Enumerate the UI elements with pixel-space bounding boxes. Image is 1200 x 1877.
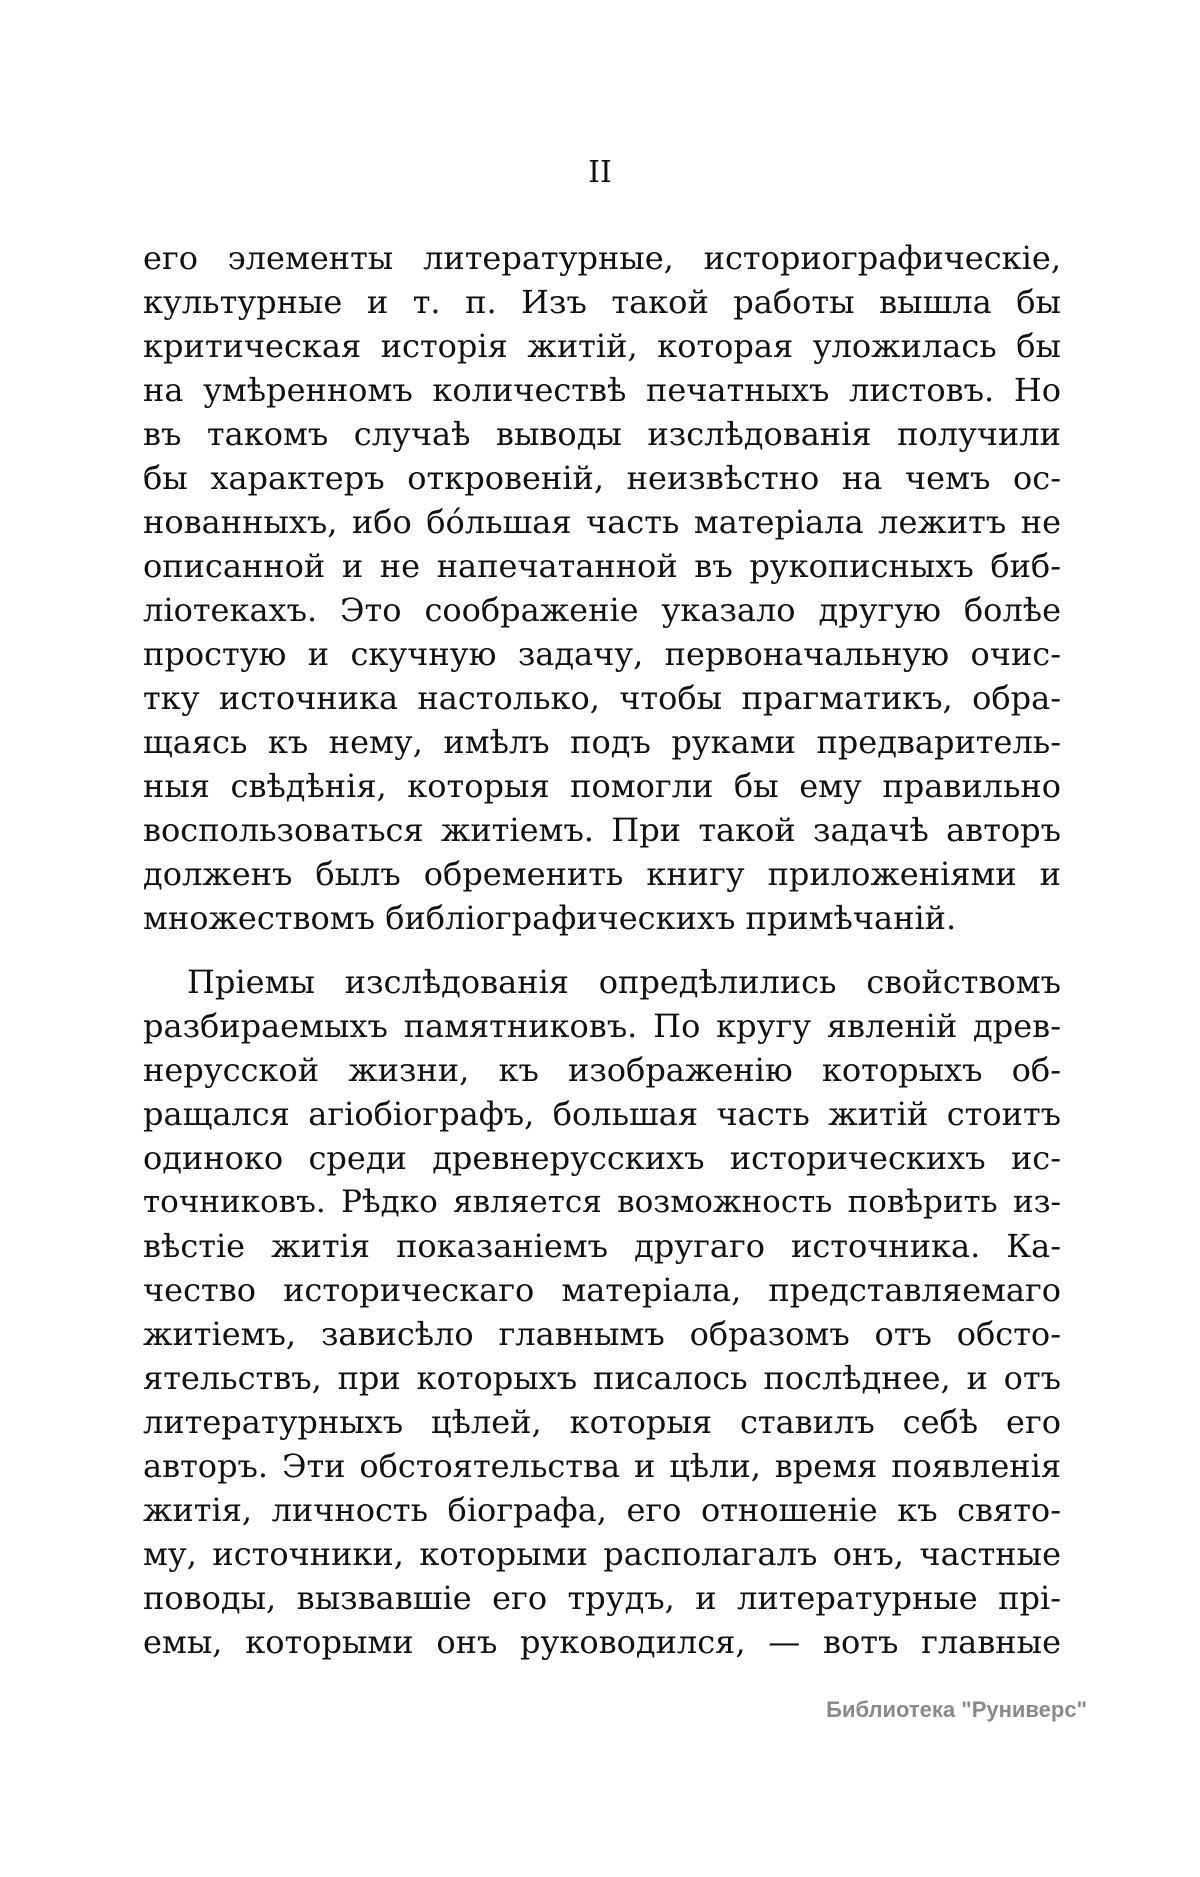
text-line: воспользоваться житіемъ. При такой задачѣ авторъ [143, 811, 1061, 849]
text-line: ятельствъ, при которыхъ писалось послѣднее, и отъ [143, 1359, 1061, 1397]
paragraph-1 [143, 236, 1061, 940]
text-line: бы характеръ откровеній, неизвѣстно на чемъ ос- [143, 459, 1061, 497]
library-watermark: Библиотека "Руниверс" [826, 1697, 1087, 1722]
text-line: ращался агіобіографъ, большая часть житій стоитъ [143, 1095, 1061, 1133]
text-line: нерусской жизни, къ изображенію которыхъ об- [143, 1051, 1061, 1089]
text-line: вѣстіе житія показаніемъ другаго источника. Ка- [143, 1227, 1061, 1265]
text-line: му, источники, которыми располагалъ онъ, частные [143, 1535, 1061, 1573]
text-line: тку источника настолько, чтобы прагматикъ, обра- [143, 679, 1061, 717]
text-line: ныя свѣдѣнія, которыя помогли бы ему правильно [143, 767, 1061, 805]
text-line: житіемъ, зависѣло главнымъ образомъ отъ обсто- [143, 1315, 1061, 1353]
text-line: разбираемыхъ памятниковъ. По кругу явленій древ- [143, 1007, 1061, 1045]
paragraph-2 [143, 960, 1061, 1664]
text-line: одиноко среди древнерусскихъ историческихъ ис- [143, 1139, 1061, 1177]
text-line: литературныхъ цѣлей, которыя ставилъ себѣ его [143, 1403, 1061, 1441]
text-line: щаясь къ нему, имѣлъ подъ руками предваритель- [143, 723, 1061, 761]
text-line: описанной и не напечатанной въ рукописныхъ биб- [143, 547, 1061, 585]
text-line: авторъ. Эти обстоятельства и цѣли, время появленія [143, 1447, 1061, 1485]
text-line: емы, которыми онъ руководился, — вотъ главные [143, 1623, 1061, 1661]
text-line: точниковъ. Рѣдко является возможность повѣрить из- [143, 1184, 1061, 1220]
page-number: II [588, 155, 612, 190]
text-line: критическая исторія житій, которая уложилась бы [143, 327, 1061, 365]
text-line: множествомъ библіографическихъ примѣчаній. [143, 899, 957, 937]
text-line: въ такомъ случаѣ выводы изслѣдованія получили [143, 415, 1061, 453]
text-line: культурные и т. п. Изъ такой работы вышла бы [143, 283, 1061, 321]
text-line: на умѣренномъ количествѣ печатныхъ листовъ. Но [143, 371, 1061, 409]
text-line: нованныхъ, ибо бóльшая часть матеріала лежитъ не [143, 503, 1061, 541]
text-line: долженъ былъ обременить книгу приложеніями и [143, 855, 1061, 893]
text-line: его элементы литературные, историографическіе, [143, 239, 1061, 277]
text-line: Пріемы изслѣдованія опредѣлились свойствомъ [187, 963, 1061, 1001]
text-line: ліотекахъ. Это соображеніе указало другую болѣе [143, 591, 1061, 629]
text-line: простую и скучную задачу, первоначальную очис- [143, 635, 1061, 673]
text-line: житія, личность біографа, его отношеніе къ свято- [143, 1491, 1061, 1529]
text-line: поводы, вызвавшіе его трудъ, и литературные прі- [143, 1579, 1061, 1617]
text-line: чество историческаго матеріала, представляемаго [143, 1271, 1061, 1309]
